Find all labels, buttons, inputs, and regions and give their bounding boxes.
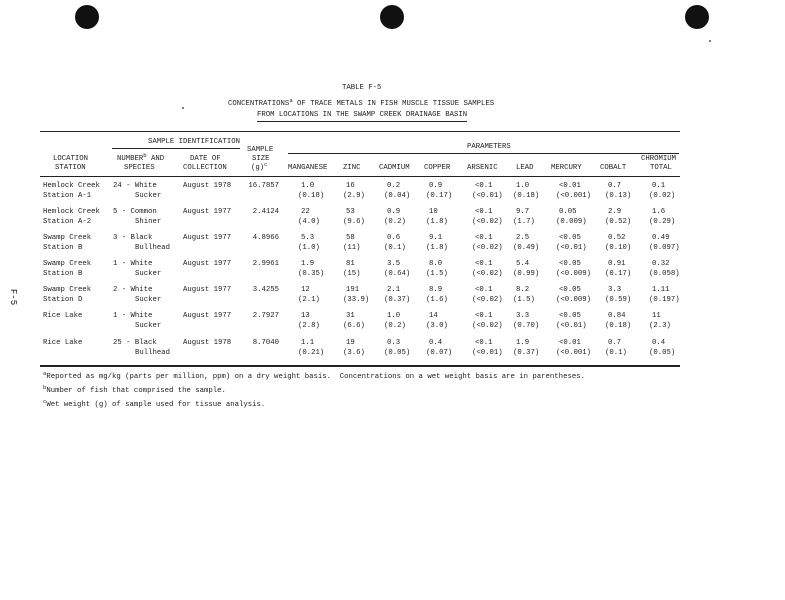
lead-dry-weight-value: 9.7 [516, 208, 530, 216]
punch-hole-right [685, 5, 709, 29]
cadmium-dry-weight-value: 0.6 [387, 234, 401, 242]
manganese-dry-weight-value: 22 [301, 208, 310, 216]
table-row [0, 338, 785, 358]
title-text: CONCENTRATIONS [228, 100, 290, 108]
chromium-total-dry-weight-value: 0.49 [652, 234, 670, 242]
chromium-total-dry-weight-value: 0.32 [652, 260, 670, 268]
zinc-dry-weight-value: 191 [346, 286, 360, 294]
footnote-marker: c [43, 398, 47, 405]
table-row [0, 207, 785, 227]
copper-dry-weight-value: 0.9 [429, 182, 443, 190]
manganese-wet-weight-value: (1.0) [298, 244, 320, 252]
zinc-wet-weight-value: (15) [343, 270, 361, 278]
mercury-wet-weight-value: (0.009) [556, 218, 587, 226]
table-row [0, 259, 785, 279]
footnote-marker: b [43, 384, 47, 391]
chromium-total-dry-weight-value: 1.6 [652, 208, 666, 216]
cadmium-dry-weight-value: 1.0 [387, 312, 401, 320]
mercury-dry-weight-value: <0.05 [559, 312, 581, 320]
chromium-total-dry-weight-value: 1.11 [652, 286, 670, 294]
cadmium-wet-weight-value: (0.2) [384, 218, 406, 226]
manganese-dry-weight-value: 1.1 [301, 339, 315, 347]
footnote-a [43, 372, 585, 382]
table-row [0, 285, 785, 305]
manganese-wet-weight-value: (2.8) [298, 322, 320, 330]
copper-wet-weight-value: (0.17) [426, 192, 453, 200]
footnote-marker: a [289, 97, 293, 104]
collection-date: August 1977 [183, 234, 232, 242]
column-header-manganese: MANGANESE [288, 164, 328, 172]
parameters-underline [288, 153, 679, 154]
lead-wet-weight-value: (1.5) [513, 296, 535, 304]
lead-wet-weight-value: (0.37) [513, 349, 540, 357]
arsenic-dry-weight-value: <0.1 [475, 339, 493, 347]
collection-date: August 1977 [183, 286, 232, 294]
zinc-dry-weight-value: 19 [346, 339, 355, 347]
zinc-wet-weight-value: (33.9) [343, 296, 370, 304]
mercury-wet-weight-value: (<0.01) [556, 322, 587, 330]
title-underline [257, 121, 467, 122]
table-row [0, 181, 785, 201]
number-and-species: 5 - Common [113, 208, 157, 216]
mercury-dry-weight-value: 0.05 [559, 208, 577, 216]
column-header-copper: COPPER [424, 164, 451, 172]
mercury-wet-weight-value: (<0.001) [556, 192, 592, 200]
collection-date: August 1978 [183, 182, 232, 190]
chromium-total-wet-weight-value: (0.058) [649, 270, 680, 278]
mercury-dry-weight-value: <0.01 [559, 339, 581, 347]
column-header-mercury: MERCURY [551, 164, 582, 172]
column-header-sample-size: SIZE [252, 155, 270, 163]
manganese-wet-weight-value: (0.21) [298, 349, 325, 357]
sample-size: 2.9961 [252, 260, 279, 268]
column-header-number-species: SPECIES [124, 164, 155, 172]
number-and-species: 1 - White [113, 260, 153, 268]
mercury-dry-weight-value: <0.01 [559, 182, 581, 190]
copper-wet-weight-value: (1.8) [426, 244, 448, 252]
footnote-marker: a [43, 370, 47, 377]
cobalt-wet-weight-value: (0.52) [605, 218, 632, 226]
number-and-species: Sucker [135, 296, 162, 304]
copper-wet-weight-value: (1.6) [426, 296, 448, 304]
parameters-header: PARAMETERS [467, 143, 511, 151]
lead-wet-weight-value: (0.99) [513, 270, 540, 278]
column-header-sample-size [251, 163, 268, 173]
arsenic-dry-weight-value: <0.1 [475, 234, 493, 242]
chromium-total-wet-weight-value: (0.02) [649, 192, 676, 200]
copper-wet-weight-value: (1.5) [426, 270, 448, 278]
title-text: OF TRACE METALS IN FISH MUSCLE TISSUE SAMPLES [292, 100, 495, 108]
cobalt-dry-weight-value: 0.7 [608, 182, 622, 190]
copper-dry-weight-value: 8.0 [429, 260, 443, 268]
cadmium-wet-weight-value: (0.05) [384, 349, 411, 357]
cobalt-dry-weight-value: 0.7 [608, 339, 622, 347]
cadmium-dry-weight-value: 3.5 [387, 260, 401, 268]
cobalt-dry-weight-value: 0.91 [608, 260, 626, 268]
manganese-wet-weight-value: (4.0) [298, 218, 320, 226]
copper-dry-weight-value: 0.4 [429, 339, 443, 347]
chromium-total-wet-weight-value: (0.05) [649, 349, 676, 357]
arsenic-wet-weight-value: (<0.02) [472, 244, 503, 252]
zinc-dry-weight-value: 53 [346, 208, 355, 216]
manganese-dry-weight-value: 1.9 [301, 260, 315, 268]
number-and-species: Bullhead [135, 349, 171, 357]
arsenic-wet-weight-value: (<0.01) [472, 192, 503, 200]
table-bottom-rule [40, 365, 680, 367]
table-top-rule [40, 131, 680, 132]
copper-wet-weight-value: (0.07) [426, 349, 453, 357]
sample-size: 8.7040 [252, 339, 279, 347]
manganese-wet-weight-value: (2.1) [298, 296, 320, 304]
manganese-dry-weight-value: 13 [301, 312, 310, 320]
sample-size: 4.8966 [252, 234, 279, 242]
number-and-species: Sucker [135, 270, 162, 278]
lead-dry-weight-value: 2.5 [516, 234, 530, 242]
zinc-wet-weight-value: (6.6) [343, 322, 365, 330]
cadmium-wet-weight-value: (0.37) [384, 296, 411, 304]
column-header-cobalt: COBALT [600, 164, 627, 172]
arsenic-dry-weight-value: <0.1 [475, 182, 493, 190]
cobalt-wet-weight-value: (0.17) [605, 270, 632, 278]
cadmium-dry-weight-value: 0.2 [387, 182, 401, 190]
zinc-dry-weight-value: 81 [346, 260, 355, 268]
cadmium-wet-weight-value: (0.64) [384, 270, 411, 278]
column-header-location: STATION [55, 164, 86, 172]
number-and-species: Sucker [135, 322, 162, 330]
chromium-total-dry-weight-value: 0.1 [652, 182, 666, 190]
footnote-marker: c [264, 161, 268, 168]
table-title-line1 [228, 99, 494, 109]
column-header-date: COLLECTION [183, 164, 227, 172]
arsenic-wet-weight-value: (<0.02) [472, 218, 503, 226]
column-header-chromium-total: CHROMIUM [641, 155, 677, 163]
cobalt-dry-weight-value: 0.52 [608, 234, 626, 242]
lead-dry-weight-value: 1.9 [516, 339, 530, 347]
cobalt-dry-weight-value: 2.9 [608, 208, 622, 216]
manganese-dry-weight-value: 12 [301, 286, 310, 294]
header-text: NUMBER [117, 155, 144, 163]
lead-wet-weight-value: (0.70) [513, 322, 540, 330]
arsenic-wet-weight-value: (<0.02) [472, 322, 503, 330]
cobalt-wet-weight-value: (0.10) [605, 244, 632, 252]
manganese-wet-weight-value: (0.35) [298, 270, 325, 278]
header-bottom-rule [40, 176, 680, 177]
chromium-total-dry-weight-value: 11 [652, 312, 661, 320]
footnote-text: Wet weight (g) of sample used for tissue analysis. [46, 401, 266, 409]
location-station: Station A-2 [43, 218, 92, 226]
chromium-total-dry-weight-value: 0.4 [652, 339, 666, 347]
mercury-dry-weight-value: <0.05 [559, 260, 581, 268]
mercury-wet-weight-value: (<0.01) [556, 244, 587, 252]
arsenic-dry-weight-value: <0.1 [475, 208, 493, 216]
cobalt-wet-weight-value: (0.18) [605, 322, 632, 330]
footnote-c [43, 400, 265, 410]
sample-identification-header: SAMPLE IDENTIFICATION [148, 138, 240, 146]
collection-date: August 1977 [183, 312, 232, 320]
collection-date: August 1977 [183, 260, 232, 268]
location-station: Station B [43, 270, 83, 278]
cadmium-dry-weight-value: 2.1 [387, 286, 401, 294]
column-header-chromium-total: TOTAL [650, 164, 672, 172]
footnote-text: Number of fish that comprised the sample. [46, 387, 226, 395]
number-and-species: 2 - White [113, 286, 153, 294]
side-page-label: F-5 [8, 288, 18, 306]
location-station: Rice Lake [43, 312, 83, 320]
number-and-species: 25 - Black [113, 339, 157, 347]
cobalt-dry-weight-value: 3.3 [608, 286, 622, 294]
location-station: Station B [43, 244, 83, 252]
sample-size: 16.7857 [248, 182, 279, 190]
lead-dry-weight-value: 3.3 [516, 312, 530, 320]
table-number: TABLE F-5 [342, 84, 382, 92]
chromium-total-wet-weight-value: (0.097) [649, 244, 680, 252]
manganese-dry-weight-value: 5.3 [301, 234, 315, 242]
copper-dry-weight-value: 8.9 [429, 286, 443, 294]
zinc-wet-weight-value: (2.9) [343, 192, 365, 200]
zinc-wet-weight-value: (11) [343, 244, 361, 252]
manganese-dry-weight-value: 1.0 [301, 182, 315, 190]
cobalt-wet-weight-value: (0.13) [605, 192, 632, 200]
column-header-location: LOCATION [53, 155, 89, 163]
column-header-zinc: ZINC [343, 164, 361, 172]
cobalt-wet-weight-value: (0.1) [605, 349, 627, 357]
location-station: Station A-1 [43, 192, 92, 200]
location-station: Swamp Creek [43, 234, 92, 242]
number-and-species: Bullhead [135, 244, 171, 252]
mercury-wet-weight-value: (<0.009) [556, 270, 592, 278]
copper-dry-weight-value: 9.1 [429, 234, 443, 242]
location-station: Hemlock Creek [43, 182, 100, 190]
sample-size: 2.4124 [252, 208, 279, 216]
column-header-cadmium: CADMIUM [379, 164, 410, 172]
cobalt-wet-weight-value: (0.59) [605, 296, 632, 304]
copper-wet-weight-value: (1.8) [426, 218, 448, 226]
number-and-species: 1 - White [113, 312, 153, 320]
table-row [0, 311, 785, 331]
lead-wet-weight-value: (0.49) [513, 244, 540, 252]
location-station: Rice Lake [43, 339, 83, 347]
arsenic-wet-weight-value: (<0.01) [472, 349, 503, 357]
location-station: Station D [43, 296, 83, 304]
cobalt-dry-weight-value: 0.84 [608, 312, 626, 320]
arsenic-wet-weight-value: (<0.02) [472, 296, 503, 304]
cadmium-wet-weight-value: (0.04) [384, 192, 411, 200]
header-text: (g) [251, 164, 265, 172]
sample-size: 3.4255 [252, 286, 279, 294]
scan-speck [182, 107, 184, 109]
manganese-wet-weight-value: (0.18) [298, 192, 325, 200]
header-text: AND [146, 155, 165, 163]
location-station: Swamp Creek [43, 260, 92, 268]
copper-dry-weight-value: 14 [429, 312, 438, 320]
copper-dry-weight-value: 10 [429, 208, 438, 216]
arsenic-dry-weight-value: <0.1 [475, 260, 493, 268]
lead-wet-weight-value: (0.18) [513, 192, 540, 200]
mercury-wet-weight-value: (<0.001) [556, 349, 592, 357]
location-station: Hemlock Creek [43, 208, 100, 216]
lead-dry-weight-value: 5.4 [516, 260, 530, 268]
location-station: Swamp Creek [43, 286, 92, 294]
footnote-marker: b [143, 152, 147, 159]
mercury-wet-weight-value: (<0.009) [556, 296, 592, 304]
footnote-text: Reported as mg/kg (parts per million, ppm) on a dry weight basis. Concentrations on a wet weight basis are in parentheses. [46, 373, 585, 381]
column-header-arsenic: ARSENIC [467, 164, 498, 172]
column-header-lead: LEAD [516, 164, 534, 172]
table-row [0, 233, 785, 253]
sample-identification-underline [112, 148, 240, 149]
lead-wet-weight-value: (1.7) [513, 218, 535, 226]
chromium-total-wet-weight-value: (2.3) [649, 322, 671, 330]
zinc-dry-weight-value: 31 [346, 312, 355, 320]
number-and-species: 3 - Black [113, 234, 153, 242]
chromium-total-wet-weight-value: (0.197) [649, 296, 680, 304]
chromium-total-wet-weight-value: (0.29) [649, 218, 676, 226]
punch-hole-center [380, 5, 404, 29]
cadmium-wet-weight-value: (0.2) [384, 322, 406, 330]
lead-dry-weight-value: 1.0 [516, 182, 530, 190]
footnote-b [43, 386, 226, 396]
mercury-dry-weight-value: <0.05 [559, 286, 581, 294]
column-header-sample-size: SAMPLE [247, 146, 274, 154]
mercury-dry-weight-value: <0.05 [559, 234, 581, 242]
number-and-species: Sucker [135, 192, 162, 200]
table-title-line2: FROM LOCATIONS IN THE SWAMP CREEK DRAINAGE BASIN [257, 111, 468, 119]
zinc-dry-weight-value: 58 [346, 234, 355, 242]
collection-date: August 1978 [183, 339, 232, 347]
zinc-wet-weight-value: (9.6) [343, 218, 365, 226]
zinc-dry-weight-value: 16 [346, 182, 355, 190]
zinc-wet-weight-value: (3.6) [343, 349, 365, 357]
number-and-species: 24 - White [113, 182, 157, 190]
column-header-date: DATE OF [190, 155, 221, 163]
cadmium-dry-weight-value: 0.9 [387, 208, 401, 216]
punch-hole-left [75, 5, 99, 29]
cadmium-dry-weight-value: 0.3 [387, 339, 401, 347]
copper-wet-weight-value: (3.0) [426, 322, 448, 330]
sample-size: 2.7927 [252, 312, 279, 320]
cadmium-wet-weight-value: (0.1) [384, 244, 406, 252]
number-and-species: Shiner [135, 218, 162, 226]
scan-speck [709, 40, 711, 42]
lead-dry-weight-value: 8.2 [516, 286, 530, 294]
arsenic-dry-weight-value: <0.1 [475, 286, 493, 294]
arsenic-wet-weight-value: (<0.02) [472, 270, 503, 278]
arsenic-dry-weight-value: <0.1 [475, 312, 493, 320]
collection-date: August 1977 [183, 208, 232, 216]
